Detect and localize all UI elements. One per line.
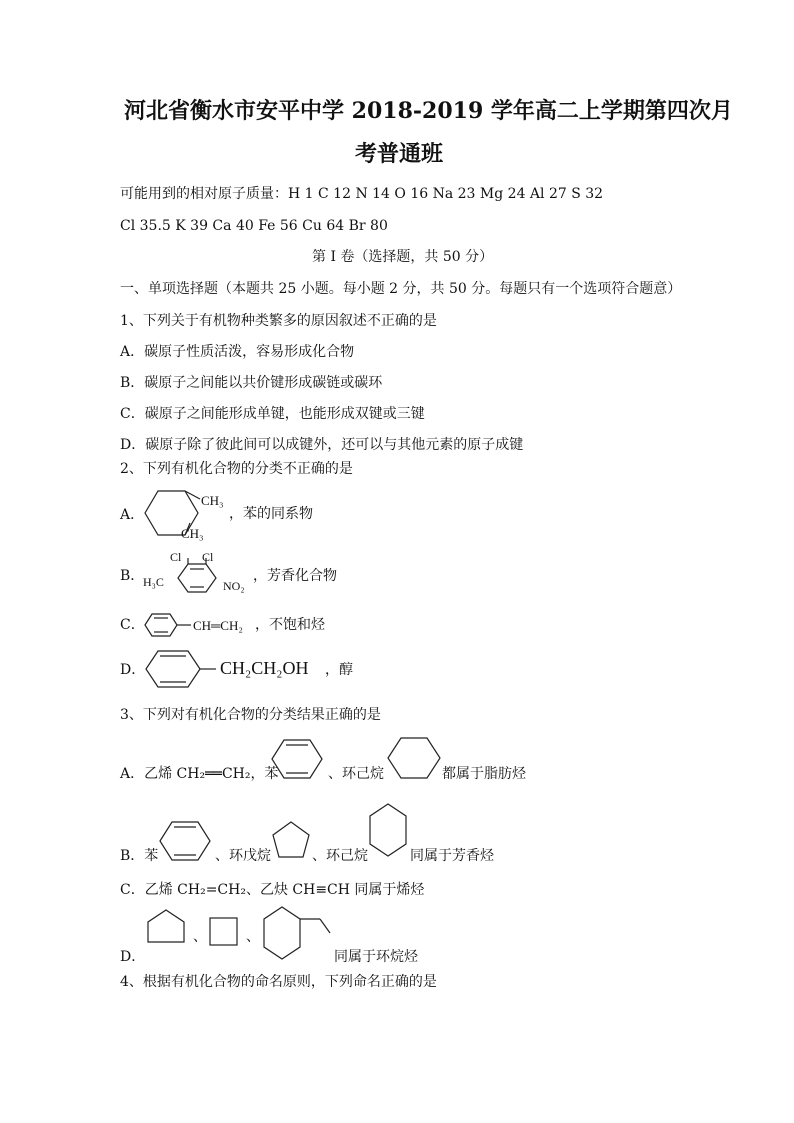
q4-stem: 4、根据有机化合物的命名原则，下列命名正确的是	[120, 974, 437, 990]
title-line1: 河北省衡水市安平中学 2018-2019 学年高二上学期第四次月	[124, 98, 733, 124]
q3-stem: 3、下列对有机化合物的分类结果正确的是	[120, 707, 381, 723]
q2-c-text: ，不饱和烃	[255, 617, 325, 633]
q2-d-benzene	[146, 651, 226, 691]
benzene-ring-shape	[272, 740, 322, 778]
q2-a-group1: CH₃	[201, 493, 224, 508]
q2-b-text: ，芳香化合物	[253, 568, 337, 584]
q3-d-sep2: 、	[246, 929, 260, 945]
q2-b-cl2: Cl	[202, 550, 214, 564]
part-title: 一、单项选择题（本题共 25 小题。每小题 2 分，共 50 分。每题只有一个选项符合题意）	[120, 281, 682, 297]
q2-b-cl1: Cl	[170, 550, 182, 564]
q3-d-cyclopentane	[148, 910, 188, 946]
cyclohexane-ring-shape	[388, 738, 440, 778]
q2-a-text: ，苯的同系物	[229, 506, 313, 522]
q2-d-label: D．	[120, 662, 146, 678]
q3-d-post: 同属于环烷烃	[334, 949, 418, 965]
cyclohexane-ring-shape	[370, 804, 406, 856]
q2-b-h3c: H₃C	[143, 575, 164, 589]
bond-line	[320, 919, 330, 933]
q3-b-mid2: 、环己烷	[312, 848, 368, 864]
q3-b-benzene	[160, 822, 216, 862]
volume-title: 第 I 卷（选择题，共 50 分）	[312, 249, 494, 265]
q3-b-post: 同属于芳香烃	[410, 848, 494, 864]
cyclohexane-ring-shape	[264, 907, 300, 959]
q2-b-benzene	[178, 564, 218, 608]
q3-c-text: C．乙烯 CH₂=CH₂、乙炔 CH≡CH 同属于烯烃	[120, 882, 425, 898]
q3-a-mid: 、环己烷	[328, 766, 384, 782]
q2-stem: 2、下列有机化合物的分类不正确的是	[120, 461, 353, 477]
title-line2: 考普通班	[355, 141, 444, 167]
q1-option-b: B．碳原子之间能以共价键形成碳链或碳环	[120, 375, 383, 391]
q2-c-group: CH═CH₂	[193, 618, 243, 633]
cyclopentane-ring-shape	[273, 822, 309, 857]
atomic-masses-line1: 可能用到的相对原子质量：H 1 C 12 N 14 O 16 Na 23 Mg 24 Al 27 S 32	[120, 186, 604, 202]
q1-stem: 1、下列关于有机物种类繁多的原因叙述不正确的是	[120, 313, 437, 329]
q2-b-no2: NO₂	[223, 579, 245, 593]
q3-d-cyclobutane	[210, 918, 240, 948]
q3-d-sep1: 、	[193, 929, 207, 945]
q3-b-mid1: 、环戊烷	[215, 848, 271, 864]
q2-d-group: CH₂CH₂OH	[220, 658, 309, 678]
cyclobutane-ring-shape	[210, 918, 237, 945]
q3-a-pre: A．乙烯 CH₂══CH₂，苯	[120, 766, 279, 782]
q1-option-a: A．碳原子性质活泼，容易形成化合物	[120, 344, 355, 360]
q2-a-label: A．	[120, 507, 145, 523]
benzene-ring-shape	[160, 822, 210, 860]
q3-d-label: D．	[120, 949, 146, 965]
q1-option-c: C．碳原子之间能形成单键，也能形成双键或三键	[120, 406, 425, 422]
atomic-masses-line2: Cl 35.5 K 39 Ca 40 Fe 56 Cu 64 Br 80	[120, 218, 388, 234]
q2-d-text: ，醇	[325, 662, 353, 678]
q3-b-pre: B．苯	[120, 848, 159, 864]
q1-option-d: D．碳原子除了彼此间可以成键外，还可以与其他元素的原子成键	[120, 437, 524, 453]
q2-c-label: C．	[120, 617, 145, 633]
q3-a-cyclohexane	[388, 738, 444, 780]
q2-b-label: B．	[120, 568, 145, 584]
q3-b-cyclohexane	[370, 804, 410, 860]
q3-d-methylcyclohexane	[264, 907, 336, 963]
cyclopentane-ring-shape	[148, 910, 184, 942]
q3-a-benzene	[272, 740, 326, 780]
q3-b-cyclopentane	[273, 822, 313, 860]
q2-a-group2: CH₃	[181, 526, 204, 541]
benzene-ring-shape	[178, 564, 216, 592]
q3-a-post: 都属于脂肪烃	[442, 766, 526, 782]
benzene-ring-shape	[145, 614, 177, 636]
